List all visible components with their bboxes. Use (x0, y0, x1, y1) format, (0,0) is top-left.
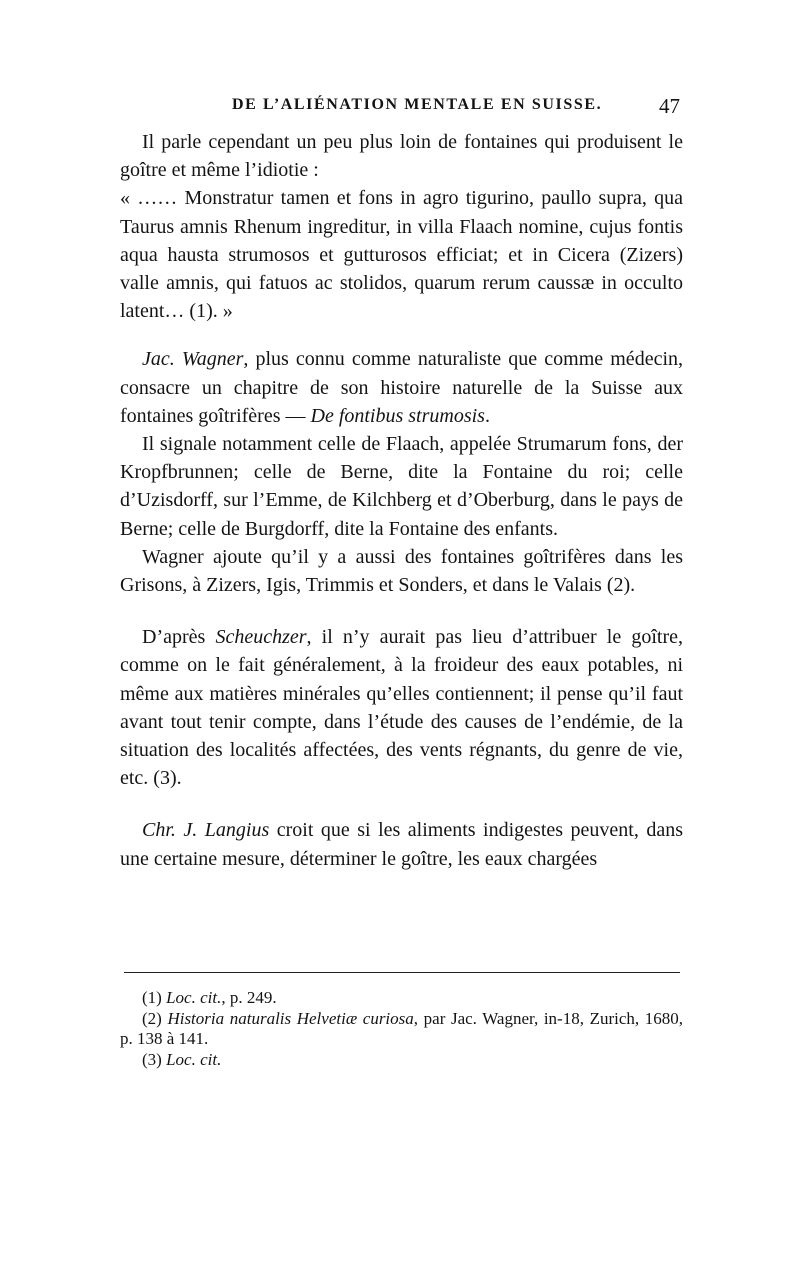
text-run: , il n’y aurait pas lieu d’attribuer le goître, comme on le fait généralement, à la froideur des eaux potables, ni même aux matières minérales qu’elles contiennent; il pense qu’il faut avant tout tenir compte, dans l’étude des causes de l’endémie, de la situation des localités affectées, des vents régnants, du genre de vie, etc. (3). (120, 626, 683, 790)
italic-text: Chr. J. Langius (142, 819, 270, 842)
text-run: croit que si les aliments indigestes peuvent, dans une certaine mesure, déterminer le goître, les eaux chargées (120, 819, 683, 870)
footnotes (120, 988, 683, 1070)
text-run: Il signale notamment celle de Flaach, appelée Strumarum fons, der Kropfbrunnen; celle de Berne, dite la Fontaine du roi; celle d’Uzisdorff, sur l’Emme, de Kilchberg et d’Oberburg, dans le pays de Berne; celle de Burgdorff, dite la Fontaine des enfants. (120, 433, 683, 540)
paragraph (120, 430, 683, 543)
text-run: Il parle cependant un peu plus loin de fontaines qui produisent le goître et même l’idiotie : (120, 131, 683, 182)
paragraph (120, 345, 683, 430)
page-number: 47 (659, 94, 680, 118)
text-run: , plus connu comme naturaliste que comme médecin, consacre un chapitre de son histoire naturelle de la Suisse aux fontaines goîtrifères — (120, 348, 683, 427)
text-run: « …… Monstratur tamen et fons in agro tigurino, paullo supra, qua Taurus amnis Rhenum ingreditur, in villa Flaach nomine, cujus fontis aqua hausta strumosos et gutturosos efficiat; et in Cicera (Zizers) valle amnis, qui fatuos ac stolidos, quarum rerum caussæ in occulto latent… (1). » (120, 187, 683, 323)
text-run: . (484, 404, 490, 427)
italic-text: Loc. cit. (166, 1049, 222, 1069)
footnote-rule (124, 972, 680, 973)
italic-text: Loc. cit. (166, 988, 222, 1007)
body-text (120, 128, 683, 873)
text-run: (2) (142, 1008, 168, 1028)
paragraph (120, 816, 683, 872)
text-run: Wagner ajoute qu’il y a aussi des fontaines goîtrifères dans les Grisons, à Zizers, Igis, Trimmis et Sonders, et dans le Valais (2). (120, 545, 683, 597)
running-title: DE L’ALIÉNATION MENTALE EN SUISSE. (232, 96, 603, 113)
footnote (120, 1050, 683, 1071)
paragraph (120, 623, 683, 792)
italic-text: Jac. Wagner (142, 348, 244, 371)
paragraph (120, 543, 683, 599)
footnote (120, 1009, 683, 1050)
text-run: , par Jac. Wagner, in-18, Zurich, 1680, p. 138 à 141. (120, 1008, 684, 1048)
italic-text: Scheuchzer (215, 626, 307, 649)
text-run: D’après (142, 626, 216, 649)
running-header (232, 94, 680, 118)
text-run: , p. 249. (221, 988, 277, 1007)
paragraph (120, 128, 683, 184)
text-run: (3) (142, 1049, 167, 1069)
text-run: (1) (142, 988, 167, 1007)
italic-text: De fontibus strumosis (310, 404, 485, 427)
italic-text: Historia naturalis Helvetiæ curiosa (167, 1008, 414, 1028)
latin-quotation (120, 184, 683, 325)
footnote (120, 988, 683, 1009)
